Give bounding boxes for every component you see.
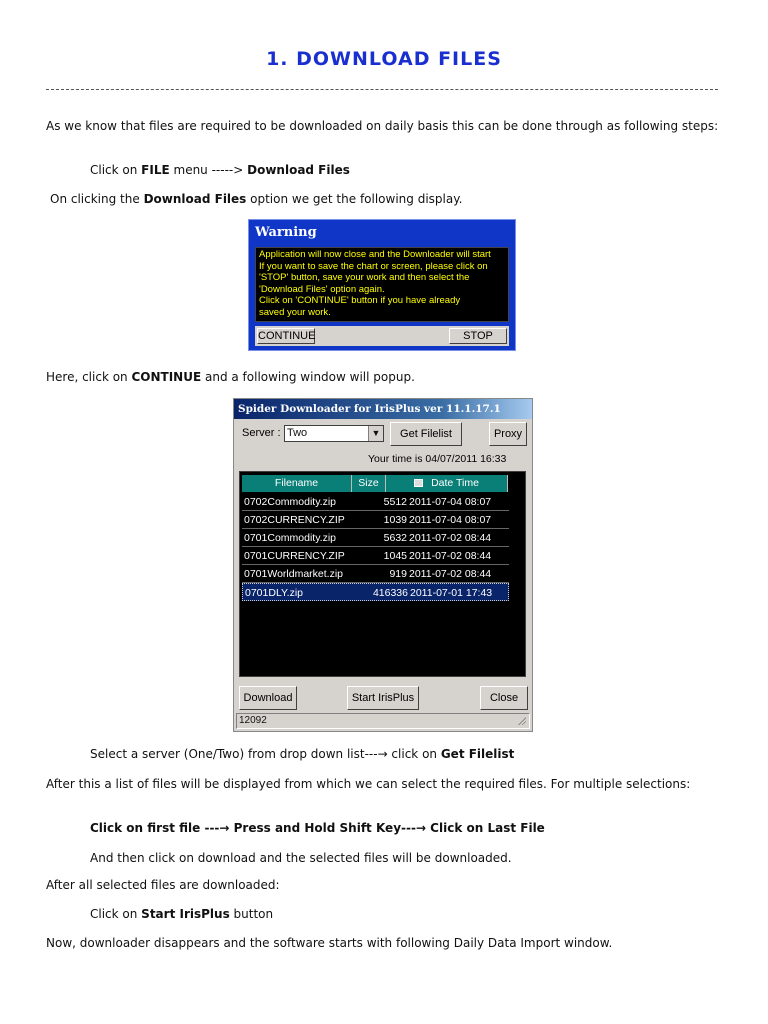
after-download-paragraph: After all selected files are downloaded: (46, 878, 280, 892)
table-row[interactable] (242, 493, 509, 511)
warning-title: Warning (255, 225, 317, 240)
file-selection-paragraph: After this a list of files will be displayed from which we can select the required files. For multiple selections: (46, 777, 691, 791)
sort-icon (414, 479, 423, 487)
table-row[interactable] (242, 565, 509, 583)
download-files-keyword: Download Files (247, 163, 350, 177)
warning-line: Click on 'CONTINUE' button if you have already (259, 295, 461, 307)
warning-line: Application will now close and the Downloader will start (259, 249, 491, 260)
step-text: Click on (90, 907, 142, 921)
file-date: 2011-07-02 08:44 (409, 532, 492, 544)
step-file-menu (90, 162, 350, 178)
file-size: 919 (389, 568, 407, 580)
warning-line: 'STOP' button, save your work and then select the (259, 272, 470, 284)
file-size: 416336 (372, 587, 408, 599)
resize-grip-icon[interactable] (517, 716, 526, 725)
file-name: 0702CURRENCY.ZIP (244, 514, 345, 526)
local-time-text: Your time is 04/07/2011 16:33 (368, 453, 507, 465)
file-name: 0702Commodity.zip (244, 496, 337, 508)
step-text: On clicking the (50, 192, 144, 206)
step-download-option (50, 191, 462, 207)
step-text: Click on (90, 163, 142, 177)
column-header-date-time[interactable] (386, 475, 508, 492)
multi-select-instruction: Click on first file ---→ Press and Hold Shift Key---→ Click on Last File (90, 821, 545, 835)
step-continue (46, 369, 415, 385)
server-select[interactable] (284, 425, 384, 442)
stop-button[interactable]: STOP (449, 328, 507, 344)
close-button[interactable]: Close (480, 686, 528, 710)
server-label: Server : (242, 427, 281, 439)
step-text: Select a server (One/Two) from drop down list---→ click on (90, 747, 441, 761)
warning-line: 'Download Files' option again. (259, 283, 385, 295)
status-value: 12092 (239, 715, 267, 726)
file-name: 0701Commodity.zip (244, 532, 337, 544)
continue-keyword: CONTINUE (131, 370, 202, 384)
file-size: 1045 (383, 550, 407, 562)
file-date: 2011-07-01 17:43 (410, 587, 493, 599)
file-name: 0701CURRENCY.ZIP (244, 550, 345, 562)
file-name: 0701Worldmarket.zip (244, 568, 344, 580)
table-row-selected[interactable] (242, 583, 509, 601)
get-filelist-keyword: Get Filelist (440, 747, 515, 761)
file-size: 5632 (383, 532, 407, 544)
step-select-server (90, 746, 514, 762)
start-irisplus-button[interactable]: Start IrisPlus (347, 686, 419, 710)
step-text: and a following window will popup. (201, 370, 415, 384)
warning-message (255, 247, 509, 322)
page-title: 1. DOWNLOAD FILES (266, 48, 502, 70)
table-row[interactable] (242, 529, 509, 547)
column-header-label: Date Time (431, 477, 479, 489)
closing-paragraph: Now, downloader disappears and the software starts with following Daily Data Import window. (46, 936, 613, 950)
file-name: 0701DLY.zip (245, 587, 303, 599)
file-date: 2011-07-04 08:07 (409, 496, 492, 508)
column-header-size[interactable]: Size (352, 475, 386, 492)
file-keyword: FILE (141, 163, 170, 177)
step-text: Here, click on (46, 370, 132, 384)
intro-paragraph: As we know that files are required to be downloaded on daily basis this can be done through as following steps: (46, 119, 719, 133)
status-bar (236, 713, 530, 729)
file-size: 1039 (383, 514, 407, 526)
file-date: 2011-07-02 08:44 (409, 568, 492, 580)
step-start-irisplus (90, 906, 273, 922)
get-filelist-button[interactable]: Get Filelist (390, 422, 462, 446)
download-button[interactable]: Download (239, 686, 297, 710)
server-value: Two (287, 427, 308, 439)
download-files-keyword: Download Files (143, 192, 247, 206)
step-text: menu -----> (169, 163, 248, 177)
warning-line: saved your work. (259, 306, 331, 318)
column-header-filename[interactable]: Filename (242, 475, 352, 492)
warning-line: If you want to save the chart or screen, please click on (259, 260, 488, 272)
step-text: button (229, 907, 274, 921)
table-row[interactable] (242, 547, 509, 565)
file-date: 2011-07-02 08:44 (409, 550, 492, 562)
step-text: option we get the following display. (246, 192, 463, 206)
start-irisplus-keyword: Start IrisPlus (141, 907, 230, 921)
table-row[interactable] (242, 511, 509, 529)
warning-dialog (248, 219, 516, 351)
dashed-divider (46, 89, 718, 90)
proxy-button[interactable]: Proxy (489, 422, 527, 446)
warning-footer (255, 326, 509, 346)
file-list[interactable] (239, 471, 526, 677)
continue-button[interactable]: CONTINUE (258, 330, 316, 342)
downloader-title-bar: Spider Downloader for IrisPlus ver 11.1.17.1 (234, 399, 532, 419)
chevron-down-icon[interactable]: ▼ (368, 426, 383, 441)
file-size: 5512 (383, 496, 407, 508)
file-date: 2011-07-04 08:07 (409, 514, 492, 526)
download-instruction: And then click on download and the selected files will be downloaded. (90, 851, 512, 865)
downloader-window (233, 398, 533, 732)
